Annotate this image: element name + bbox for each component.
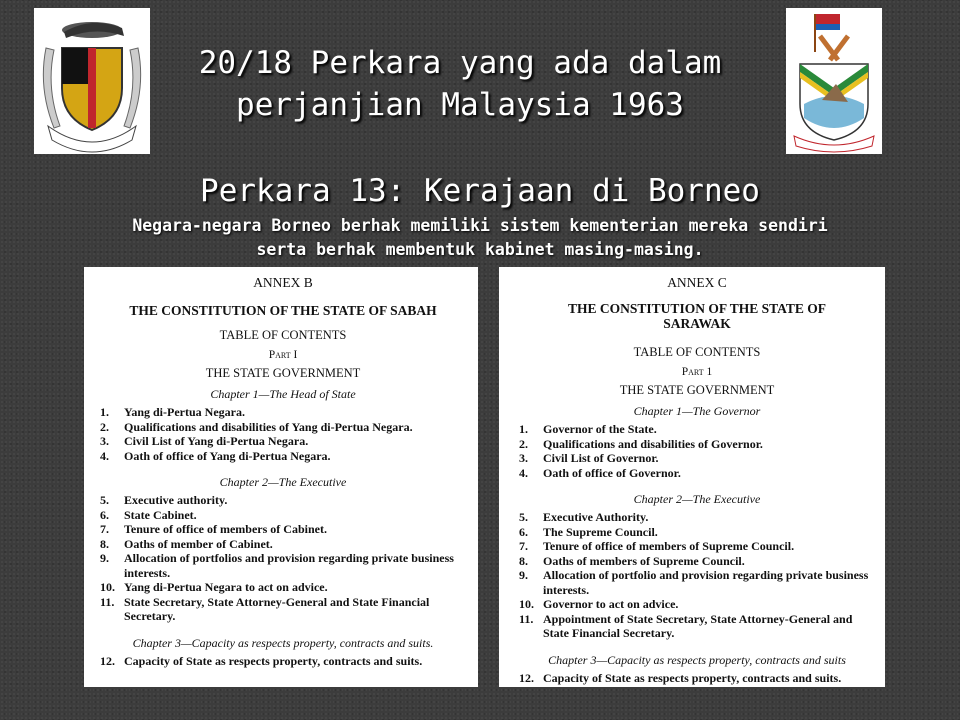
annex-c-chapter2: Chapter 2—The Executive	[633, 492, 761, 506]
list-item: 11. Appointment of State Secretary, State Attorney-General and State Financial Secretary.	[519, 611, 853, 640]
list-item: 11. State Secretary, State Attorney-General and State Financial Secretary.	[100, 594, 430, 623]
annex-b-chapter2: Chapter 2—The Executive	[219, 475, 347, 489]
list-item: 3. Civil List of Yang di-Pertua Negara.	[100, 434, 309, 448]
list-item: 7. Tenure of office of members of Supreme Council.	[519, 539, 795, 553]
list-item: 10. Governor to act on advice.	[519, 597, 679, 611]
list-item: 1. Governor of the State.	[519, 422, 657, 436]
sarawak-crest-graphic	[34, 8, 150, 154]
section-description	[40, 214, 920, 262]
annex-b-label: ANNEX B	[253, 275, 313, 290]
annex-c-chapter3: Chapter 3—Capacity as respects property, contracts and suits	[548, 652, 846, 667]
annex-c-section: THE STATE GOVERNMENT	[619, 383, 775, 397]
annex-c-title-line1: THE CONSTITUTION OF THE STATE OF	[568, 301, 826, 316]
list-item: 9. Allocation of portfolio and provision regarding private business interests.	[519, 568, 869, 597]
annex-b-section: THE STATE GOVERNMENT	[205, 366, 361, 380]
annex-c-title	[519, 301, 875, 331]
list-item: 9. Allocation of portfolios and provision regarding private business interests.	[100, 551, 454, 580]
page-title-line1: 20/18 Perkara yang ada dalam	[198, 45, 722, 81]
list-item: 5. Executive Authority.	[519, 510, 649, 524]
list-item: 3. Civil List of Governor.	[519, 451, 659, 465]
annex-c-chapter1: Chapter 1—The Governor	[633, 404, 761, 418]
list-item: 2. Qualifications and disabilities of Governor.	[519, 436, 763, 451]
annex-c-chapter2-list	[519, 510, 875, 641]
annex-b-chapter1-list	[100, 405, 466, 463]
list-item: 8. Oaths of member of Cabinet.	[100, 536, 273, 551]
list-item: 12. Capacity of State as respects property, contracts and suits.	[519, 670, 842, 685]
page-title	[150, 42, 770, 126]
annex-c-document	[499, 267, 885, 687]
list-item: 4. Oath of office of Governor.	[519, 465, 681, 480]
list-item: 10. Yang di-Pertua Negara to act on advice.	[100, 580, 328, 594]
section-description-line2: serta berhak membentuk kabinet masing-masing.	[256, 240, 704, 259]
annex-c-toc: TABLE OF CONTENTS	[633, 345, 761, 359]
section-heading: Perkara 13: Kerajaan di Borneo	[200, 173, 760, 209]
sarawak-crest-icon	[34, 8, 150, 154]
annex-b-toc: TABLE OF CONTENTS	[219, 328, 347, 342]
sabah-crest-icon	[786, 8, 882, 154]
list-item: 2. Qualifications and disabilities of Yang di-Pertua Negara.	[100, 419, 413, 434]
list-item: 6. The Supreme Council.	[519, 524, 658, 539]
list-item: 8. Oaths of members of Supreme Council.	[519, 553, 745, 568]
annex-c-chapter3-list	[519, 671, 875, 686]
page-title-line2: perjanjian Malaysia 1963	[236, 87, 684, 123]
annex-b-chapter2-list	[100, 493, 466, 624]
annex-c-label: ANNEX C	[667, 275, 727, 290]
annex-c-part: Part 1	[681, 366, 713, 378]
annex-b-part: Part I	[268, 349, 298, 361]
annex-c-title-line2: SARAWAK	[663, 316, 731, 331]
list-item: 12. Capacity of State as respects property, contracts and suits.	[100, 653, 423, 668]
list-item: 4. Oath of office of Yang di-Pertua Negara.	[100, 448, 331, 463]
annex-b-document	[84, 267, 478, 687]
annex-b-chapter3-list	[100, 654, 466, 669]
sabah-crest-graphic	[786, 8, 882, 154]
annex-b-title: THE CONSTITUTION OF THE STATE OF SABAH	[129, 303, 437, 318]
section-description-line1: Negara-negara Borneo berhak memiliki sistem kementerian mereka sendiri	[132, 216, 828, 235]
list-item: 5. Executive authority.	[100, 493, 228, 507]
list-item: 6. State Cabinet.	[100, 507, 197, 522]
annex-c-chapter1-list	[519, 422, 875, 480]
list-item: 7. Tenure of office of members of Cabinet.	[100, 522, 327, 536]
annex-b-chapter3: Chapter 3—Capacity as respects property, contracts and suits.	[132, 635, 434, 650]
annex-b-chapter1: Chapter 1—The Head of State	[210, 387, 356, 401]
list-item: 1. Yang di-Pertua Negara.	[100, 405, 245, 419]
